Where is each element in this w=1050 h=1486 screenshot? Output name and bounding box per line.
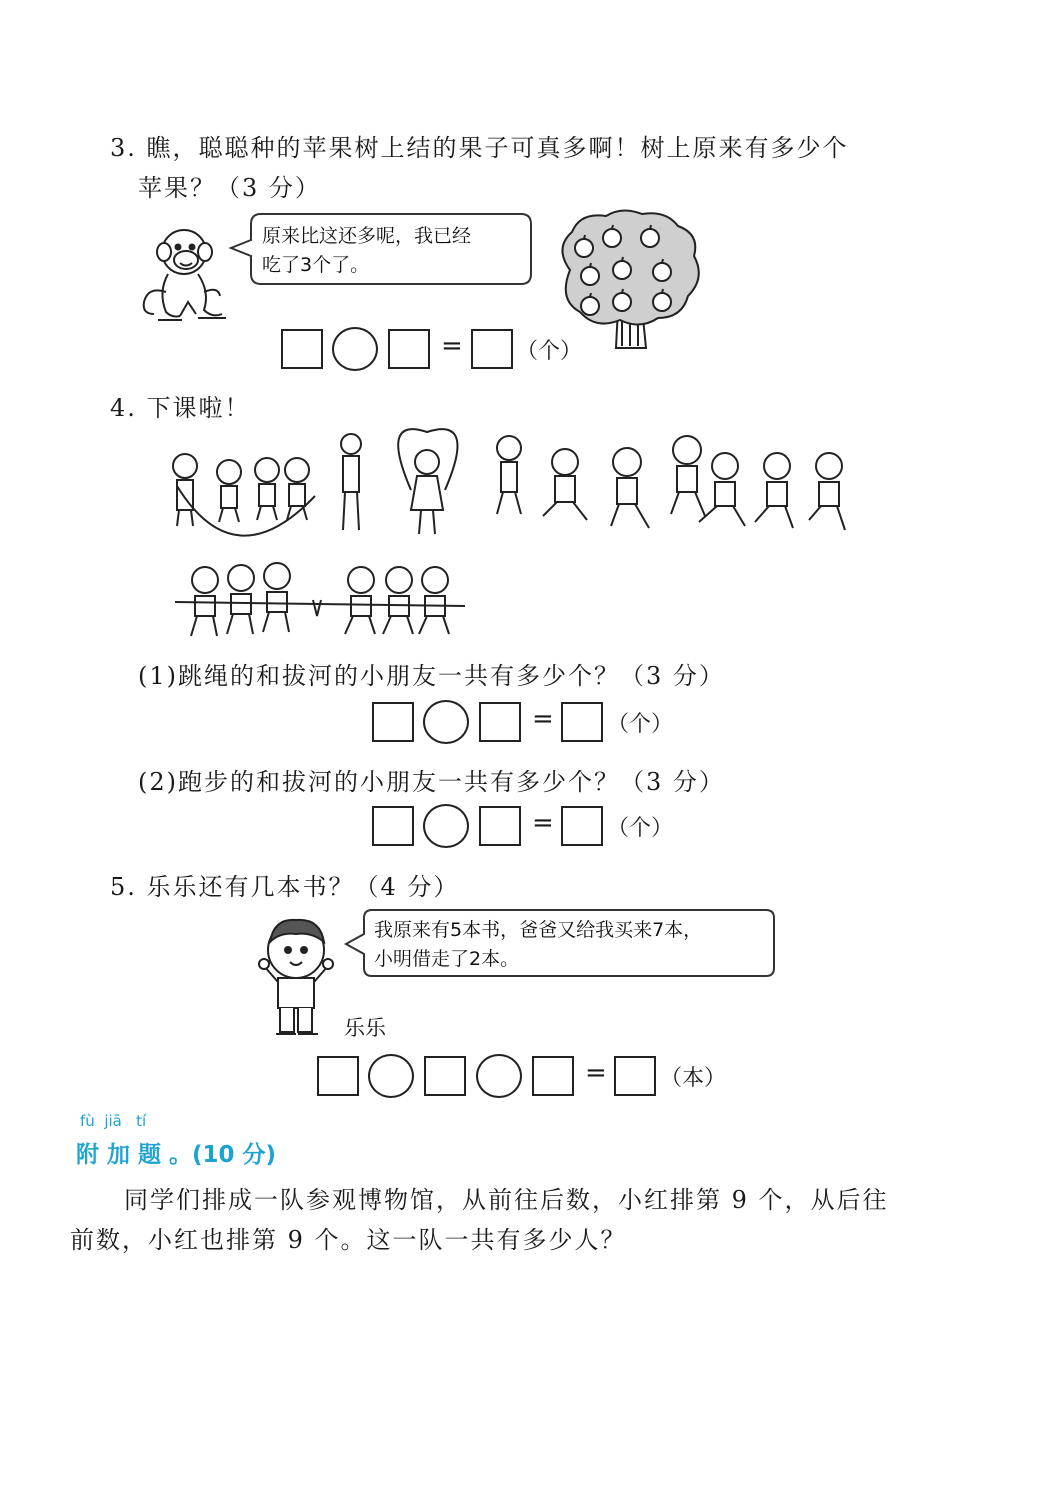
q4-sub1-result-box[interactable] [561,702,603,742]
lele-name-label: 乐乐 [344,1016,386,1040]
q5-equals-sign: = [585,1058,607,1088]
recess-children-illustration [165,430,865,650]
bonus-title: 附 加 题 。(10 分) [76,1142,277,1168]
q5-unit: （本） [660,1066,727,1091]
q3-unit: （个） [516,339,583,364]
q4-sub1-operator-circle[interactable] [423,700,469,744]
q3-text-line1: 3. 瞧，聪聪种的苹果树上结的果子可真多啊！树上原来有多少个 [110,134,849,162]
q4-sub1-unit: （个） [607,712,674,737]
q3-operator-circle[interactable] [332,327,378,371]
q4-sub1-answer-box-1[interactable] [372,702,414,742]
q5-answer-box-2[interactable] [424,1056,466,1096]
q4-sub1-equals-sign: = [532,704,554,734]
q3-text-line2: 苹果？（3 分） [138,174,321,202]
q5-bubble-line1: 我原来有5本书，爸爸又给我买来7本， [374,919,703,941]
q5-answer-box-3[interactable] [532,1056,574,1096]
q5-operator-circle-2[interactable] [476,1054,522,1098]
bonus-pinyin: fù jiā tí [80,1112,147,1130]
q3-result-box[interactable] [471,329,513,369]
lele-boy-illustration [258,912,340,1040]
q3-answer-box-2[interactable] [388,329,430,369]
q5-result-box[interactable] [614,1056,656,1096]
q3-bubble-line2: 吃了3个了。 [262,254,370,276]
q4-sub2-answer-box-1[interactable] [372,806,414,846]
q5-answer-box-1[interactable] [317,1056,359,1096]
bonus-text-line2: 前数，小红也排第 9 个。这一队一共有多少人？ [70,1226,627,1254]
q4-sub2-unit: （个） [607,816,674,841]
monkey-illustration [138,222,238,332]
q3-equals-sign: = [441,331,463,361]
bonus-text-line1: 同学们排成一队参观博物馆，从前往后数，小红排第 9 个，从后往 [124,1186,889,1214]
q4-sub1-text: (1)跳绳的和拔河的小朋友一共有多少个？（3 分） [138,662,725,690]
q5-operator-circle-1[interactable] [368,1054,414,1098]
q4-sub2-result-box[interactable] [561,806,603,846]
q5-bubble-line2: 小明借走了2本。 [374,948,520,970]
q4-sub1-answer-box-2[interactable] [479,702,521,742]
q4-sub2-answer-box-2[interactable] [479,806,521,846]
q3-bubble-line1: 原来比这还多呢，我已经 [262,225,472,247]
apple-tree-illustration [550,208,710,353]
q4-title: 4. 下课啦！ [110,394,251,422]
q4-sub2-text: (2)跑步的和拔河的小朋友一共有多少个？（3 分） [138,768,725,796]
q4-sub2-equals-sign: = [532,808,554,838]
q4-sub2-operator-circle[interactable] [423,804,469,848]
q3-answer-box-1[interactable] [281,329,323,369]
q5-title: 5. 乐乐还有几本书？（4 分） [110,873,460,901]
